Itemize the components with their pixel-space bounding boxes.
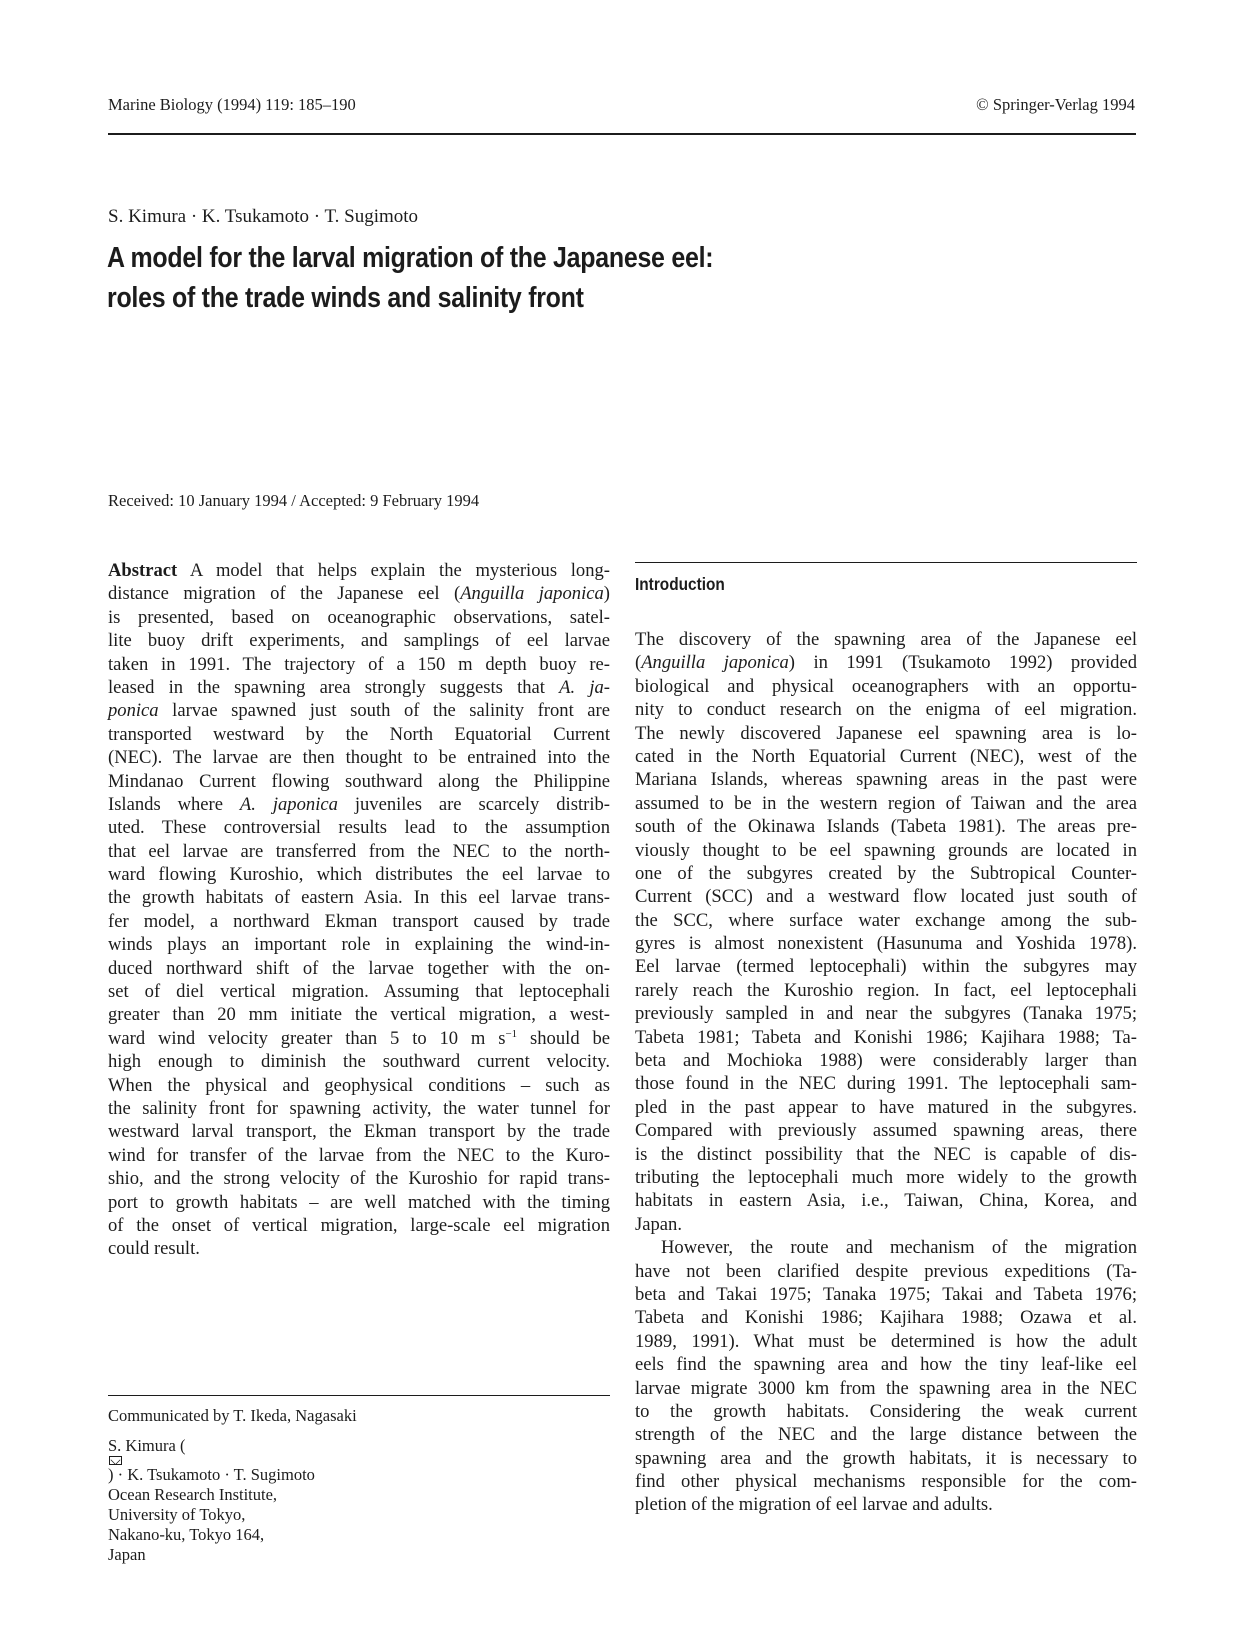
introduction-heading: Introduction	[635, 574, 725, 594]
abstract-line: Mindanao Current flowing southward along the Philippine	[108, 770, 610, 792]
abstract-line: greater than 20 mm initiate the vertical migration, a west-	[108, 1004, 610, 1026]
intro-line: previously sampled in and near the subgyres (Tanaka 1975;	[635, 1003, 1137, 1025]
intro-line: The newly discovered Japanese eel spawning area is lo-	[635, 722, 1137, 744]
intro-line: beta and Mochioka 1988) were considerably larger than	[635, 1050, 1137, 1072]
intro-line: Tabeta 1981; Tabeta and Konishi 1986; Kajihara 1988; Ta-	[635, 1026, 1137, 1048]
intro-line: nity to conduct research on the enigma of eel migration.	[635, 699, 1137, 721]
intro-line: Compared with previously assumed spawning areas, there	[635, 1120, 1137, 1142]
abstract-line: the salinity front for spawning activity, the water tunnel for	[108, 1097, 610, 1119]
received-dates: Received: 10 January 1994 / Accepted: 9 February 1994	[108, 491, 480, 510]
intro-line: Current (SCC) and a westward flow located just south of	[635, 886, 1137, 908]
intro-line: to the growth habitats. Considering the weak current	[635, 1400, 1137, 1422]
header-rule	[108, 133, 1136, 135]
abstract-line: could result.	[108, 1238, 200, 1260]
intro-line: pled in the past appear to have matured in the subgyres.	[635, 1096, 1137, 1118]
abstract-section	[108, 559, 610, 1261]
intro-line: cated in the North Equatorial Current (NEC), west of the	[635, 745, 1137, 767]
title-line-2: roles of the trade winds and salinity front	[107, 282, 584, 314]
abstract-line: When the physical and geophysical conditions – such as	[108, 1074, 610, 1096]
affiliation-city: Nakano-ku, Tokyo 164,	[108, 1525, 265, 1544]
abstract-line: that eel larvae are transferred from the NEC to the north-	[108, 840, 610, 862]
affiliation-university: University of Tokyo,	[108, 1505, 246, 1524]
abstract-line: duced northward shift of the larvae together with the on-	[108, 957, 610, 979]
intro-line: assumed to be in the western region of Taiwan and the area	[635, 792, 1137, 814]
intro-line: strength of the NEC and the large distance between the	[635, 1424, 1137, 1446]
intro-line: biological and physical oceanographers with an opportu-	[635, 675, 1137, 697]
abstract-line: westward larval transport, the Ekman transport by the trade	[108, 1121, 610, 1143]
intro-line: (Anguilla japonica) in 1991 (Tsukamoto 1992) provided	[635, 652, 1138, 674]
intro-line: eels find the spawning area and how the tiny leaf-like eel	[635, 1354, 1137, 1376]
abstract-line: shio, and the strong velocity of the Kuroshio for rapid trans-	[108, 1168, 610, 1190]
intro-line: The discovery of the spawning area of the Japanese eel	[635, 629, 1137, 650]
abstract-line: of the onset of vertical migration, large-scale eel migration	[108, 1214, 610, 1236]
intro-line: pletion of the migration of eel larvae and adults.	[635, 1494, 993, 1516]
abstract-line: high enough to diminish the southward current velocity.	[108, 1051, 610, 1073]
footnote-rule	[108, 1395, 610, 1396]
author-list: S. Kimura · K. Tsukamoto · T. Sugimoto	[108, 206, 419, 227]
intro-line: larvae migrate 3000 km from the spawning area in the NEC	[635, 1377, 1137, 1399]
abstract-line: taken in 1991. The trajectory of a 150 m depth buoy re-	[108, 653, 610, 675]
affiliation-institute: Ocean Research Institute,	[108, 1485, 278, 1504]
journal-citation: Marine Biology (1994) 119: 185–190	[108, 95, 356, 114]
intro-line: the SCC, where surface water exchange among the sub-	[635, 909, 1137, 931]
introduction-rule	[635, 562, 1137, 563]
intro-line: habitats in eastern Asia, i.e., Taiwan, China, Korea, and	[635, 1190, 1137, 1212]
abstract-line: Islands where A. japonica juveniles are scarcely distrib-	[108, 793, 610, 815]
paper-title	[107, 238, 881, 318]
title-line-1: A model for the larval migration of the Japanese eel:	[107, 242, 714, 274]
intro-line: rarely reach the Kuroshio region. In fact, eel leptocephali	[635, 979, 1137, 1001]
author-affiliation	[108, 1436, 315, 1565]
abstract-line: fer model, a northward Ekman transport caused by trade	[108, 910, 610, 932]
affiliation-country: Japan	[108, 1545, 146, 1564]
abstract-line: ward flowing Kuroshio, which distributes the eel larvae to	[108, 864, 610, 886]
abstract-line: distance migration of the Japanese eel (Anguilla japonica)	[108, 583, 610, 605]
envelope-icon	[109, 1456, 122, 1465]
communicated-by: Communicated by T. Ikeda, Nagasaki	[108, 1406, 357, 1425]
intro-line: is the distinct possibility that the NEC is capable of dis-	[635, 1143, 1137, 1165]
intro-line: gyres is almost nonexistent (Hasunuma and Yoshida 1978).	[635, 933, 1137, 955]
intro-line: beta and Takai 1975; Tanaka 1975; Takai and Tabeta 1976;	[635, 1283, 1137, 1305]
intro-line: Japan.	[635, 1213, 682, 1235]
intro-line: those found in the NEC during 1991. The leptocephali sam-	[635, 1073, 1137, 1095]
abstract-line: transported westward by the North Equatorial Current	[108, 723, 610, 745]
abstract-line: uted. These controversial results lead to the assumption	[108, 817, 610, 839]
intro-line: 1989, 1991). What must be determined is how the adult	[635, 1330, 1137, 1352]
intro-line: one of the subgyres created by the Subtropical Counter-	[635, 862, 1137, 884]
intro-line: viously thought to be eel spawning grounds are located in	[635, 839, 1137, 861]
intro-line: find other physical mechanisms responsible for the com-	[635, 1471, 1137, 1493]
intro-line: spawning area and the growth habitats, it is necessary to	[635, 1447, 1137, 1469]
intro-line: However, the route and mechanism of the migration	[661, 1237, 1137, 1259]
intro-line: south of the Okinawa Islands (Tabeta 1981). The areas pre-	[635, 816, 1137, 838]
affiliation-authors: S. Kimura ( ) · K. Tsukamoto · T. Sugimoto	[108, 1436, 315, 1484]
copyright-notice: © Springer-Verlag 1994	[976, 95, 1135, 114]
abstract-line: (NEC). The larvae are then thought to be entrained into the	[108, 747, 610, 769]
abstract-line: the growth habitats of eastern Asia. In this eel larvae trans-	[108, 887, 610, 909]
intro-line: Eel larvae (termed leptocephali) within the subgyres may	[635, 956, 1137, 978]
abstract-line: ward wind velocity greater than 5 to 10 m $s^{-1}$ should be	[108, 1027, 611, 1049]
abstract-line: set of diel vertical migration. Assuming that leptocephali	[108, 981, 610, 1003]
abstract-line: winds plays an important role in explaining the wind-in-	[108, 934, 610, 956]
abstract-line: port to growth habitats – are well matched with the timing	[108, 1191, 610, 1213]
abstract-line: is presented, based on oceanographic observations, satel-	[108, 606, 610, 628]
intro-line: tributing the leptocephali much more widely to the growth	[635, 1166, 1137, 1188]
introduction-section	[635, 628, 1137, 1517]
abstract-line: ponica larvae spawned just south of the salinity front are	[108, 700, 610, 722]
abstract-line: Abstract A model that helps explain the mysterious long-	[108, 560, 610, 581]
intro-line: have not been clarified despite previous expeditions (Ta-	[635, 1260, 1137, 1282]
abstract-line: lite buoy drift experiments, and samplings of eel larvae	[108, 630, 610, 652]
intro-line: Tabeta and Konishi 1986; Kajihara 1988; Ozawa et al.	[635, 1307, 1137, 1329]
intro-line: Mariana Islands, whereas spawning areas in the past were	[635, 769, 1137, 791]
abstract-line: wind for transfer of the larvae from the NEC to the Kuro-	[108, 1144, 610, 1166]
abstract-line: leased in the spawning area strongly suggests that A. ja-	[108, 676, 610, 698]
abstract-label: Abstract	[108, 560, 178, 581]
